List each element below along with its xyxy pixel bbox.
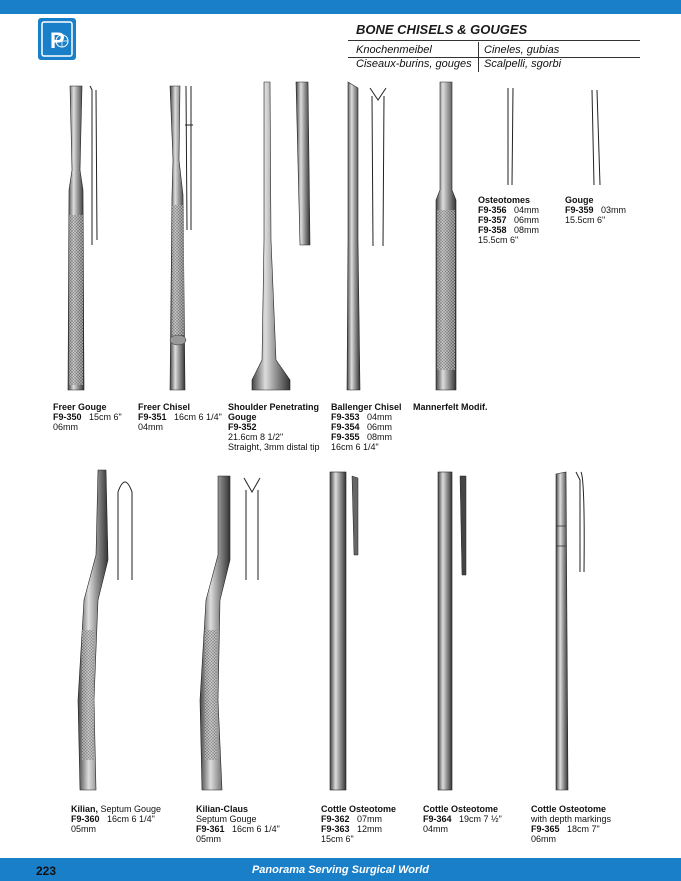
- product-name: Osteotomes: [478, 195, 531, 205]
- product-size: 18cm 7": [567, 824, 600, 834]
- freer-chisel-image: [170, 86, 193, 390]
- product-size: 21.6cm 8 1/2": [228, 432, 284, 442]
- product-detail: 04mm: [138, 422, 164, 432]
- caption-cottle-2: [423, 804, 502, 834]
- caption-mannerfelt: [413, 402, 488, 412]
- mannerfelt-image: [436, 82, 456, 390]
- product-code: F9-357: [478, 215, 507, 225]
- product-size: 08mm: [367, 432, 393, 442]
- product-code: F9-358: [478, 225, 507, 235]
- product-code: F9-352: [228, 422, 257, 432]
- product-size: 16cm 6 1/4": [107, 814, 155, 824]
- product-code: F9-351: [138, 412, 167, 422]
- translation-de: Knochenmeibel: [356, 44, 432, 56]
- product-name: Cottle Osteotome: [423, 804, 499, 814]
- product-size: 06mm: [514, 215, 540, 225]
- product-size: 03mm: [601, 205, 627, 215]
- product-length: 16cm 6 1/4": [331, 442, 379, 452]
- product-code: F9-362: [321, 814, 350, 824]
- product-name: Mannerfelt Modif.: [413, 402, 488, 412]
- osteotome-profile: [508, 88, 513, 185]
- product-name: Kilian,: [71, 804, 99, 814]
- caption-osteotomes: [478, 195, 539, 245]
- product-size: 16cm 6 1/4": [232, 824, 280, 834]
- caption-kilian-claus: [196, 804, 280, 844]
- product-length: 15cm 6": [321, 834, 354, 844]
- translation-fr: Ciseaux-burins, gouges: [356, 58, 472, 70]
- product-code: F9-363: [321, 824, 350, 834]
- product-size: 15cm 6": [89, 412, 122, 422]
- ballenger-chisel-image: [347, 82, 386, 390]
- product-size: 07mm: [357, 814, 383, 824]
- caption-gouge: [565, 195, 626, 225]
- kilian-claus-image: [200, 476, 260, 790]
- product-code: F9-365: [531, 824, 560, 834]
- product-detail: 05mm: [71, 824, 97, 834]
- product-size: 19cm 7 ½": [459, 814, 502, 824]
- translation-es: Cineles, gubias: [484, 44, 560, 56]
- product-size: 08mm: [514, 225, 540, 235]
- product-detail: 06mm: [531, 834, 557, 844]
- cottle-osteotome-3-image: [556, 472, 584, 790]
- product-size: 16cm 6 1/4": [174, 412, 222, 422]
- product-code: F9-356: [478, 205, 507, 215]
- product-code: F9-355: [331, 432, 360, 442]
- product-code: F9-360: [71, 814, 100, 824]
- product-name-rest: Septum Gouge: [98, 804, 162, 814]
- page-number: 223: [36, 864, 57, 878]
- product-subname: Septum Gouge: [196, 814, 257, 824]
- product-code: F9-350: [53, 412, 82, 422]
- cottle-osteotome-2-image: [438, 472, 466, 790]
- product-detail: Straight, 3mm distal tip: [228, 442, 320, 452]
- product-subname: with depth markings: [531, 814, 612, 824]
- product-name: Shoulder Penetrating: [228, 402, 320, 412]
- product-name: Cottle Osteotome: [531, 804, 607, 814]
- product-size: 06mm: [367, 422, 393, 432]
- product-name: Ballenger Chisel: [331, 402, 402, 412]
- product-code: F9-361: [196, 824, 225, 834]
- product-code: F9-364: [423, 814, 452, 824]
- footer-text: Panorama Serving Surgical World: [251, 864, 430, 876]
- product-name: Freer Gouge: [53, 402, 107, 412]
- product-detail: 04mm: [423, 824, 449, 834]
- product-name: Gouge: [565, 195, 594, 205]
- freer-gouge-image: [68, 86, 97, 390]
- caption-kilian: [71, 804, 161, 834]
- product-name: Freer Chisel: [138, 402, 191, 412]
- product-detail: 05mm: [196, 834, 222, 844]
- caption-shoulder-gouge: [228, 402, 320, 452]
- page-title: BONE CHISELS & GOUGES: [356, 22, 528, 37]
- gouge-profile: [592, 90, 600, 185]
- shoulder-gouge-image: [252, 82, 310, 390]
- product-length: 15.5cm 6": [478, 235, 519, 245]
- translation-it: Scalpelli, sgorbi: [484, 58, 562, 70]
- product-code: F9-354: [331, 422, 360, 432]
- cottle-osteotome-1-image: [330, 472, 358, 790]
- product-size: 04mm: [367, 412, 393, 422]
- caption-cottle-3: [531, 804, 611, 844]
- product-name: Kilian-Claus: [196, 804, 249, 814]
- kilian-image: [78, 470, 132, 790]
- caption-ballenger: [331, 402, 402, 452]
- product-detail: 06mm: [53, 422, 79, 432]
- caption-cottle-1: [321, 804, 396, 844]
- product-length: 15.5cm 6": [565, 215, 606, 225]
- product-name-2: Gouge: [228, 412, 257, 422]
- product-size: 12mm: [357, 824, 383, 834]
- caption-freer-chisel: [138, 402, 222, 432]
- svg-text:P: P: [50, 28, 65, 53]
- caption-freer-gouge: [53, 402, 122, 432]
- product-size: 04mm: [514, 205, 540, 215]
- product-code: F9-359: [565, 205, 594, 215]
- product-name: Cottle Osteotome: [321, 804, 397, 814]
- product-code: F9-353: [331, 412, 360, 422]
